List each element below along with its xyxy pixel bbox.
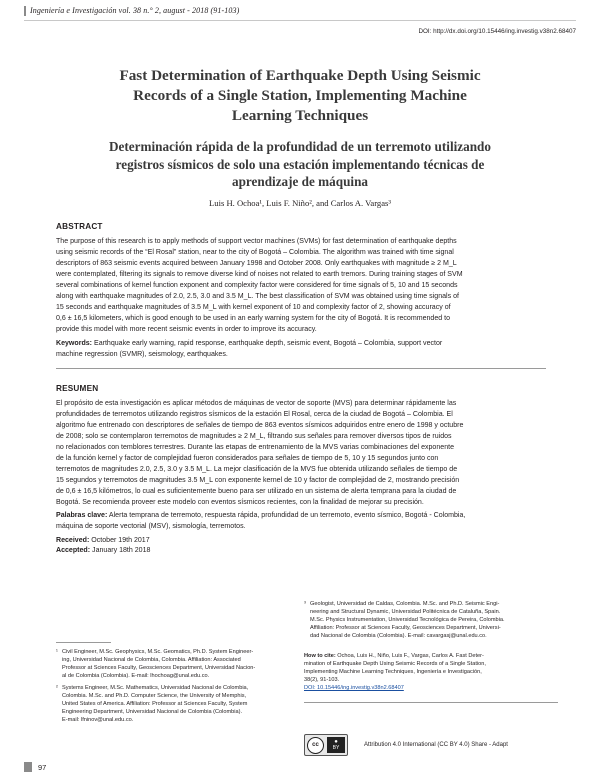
accepted-date: January 18th 2018	[92, 547, 151, 554]
resumen-line: algoritmo fue entrenado con descriptores de señales de tiempo de 863 eventos sísmicos adquiridos entre enero de 1998 y octubre	[56, 422, 464, 429]
accepted-line	[56, 546, 150, 557]
header-accent-bar	[24, 6, 26, 16]
header-rule	[24, 20, 576, 21]
title-spanish	[60, 138, 540, 191]
keywords-label: Keywords:	[56, 340, 93, 347]
abstract-line: descriptors of 863 seismic events acquired between January 1998 and October 2008. Only earthquakes with magnitude ≥ 2 M_L	[56, 260, 457, 267]
title-es-line: Determinación rápida de la profundidad de un terremoto utilizando	[109, 139, 491, 154]
footnote-line: Affiliation: Professor at Sciences Faculty, Geosciences Department, Universi-	[310, 625, 501, 631]
resumen-heading: RESUMEN	[56, 384, 99, 393]
palabras-clave-label: Palabras clave:	[56, 512, 108, 519]
resumen-line: profundidades de terremotos utilizando registros sísmicos de la estación El Rosal, cerca de la ciudad de Bogotá – Colombia. El	[56, 411, 453, 418]
title-en-line: Learning Techniques	[231, 107, 369, 124]
abstract-line: along with earthquake magnitudes of 2.0, 2.5, 3.0 and 3.5 M_L. The best classification of SVM was obtained using time signals of	[56, 293, 459, 300]
footnote-line: Professor at Sciences Faculty, Geosciences Department, Universidad Nacion-	[62, 665, 256, 671]
resumen-line: no relacionados con temblores terrestres. Durante las etapas de entrenamiento de la MVS varias combinaciones del exponente	[56, 444, 454, 451]
keywords-text: Earthquake early warning, rapid response, earthquake depth, seismic event, Bogotá – Colombia, support vector	[94, 340, 443, 347]
resumen-keywords	[56, 510, 546, 532]
license-text: Attribution 4.0 International (CC BY 4.0) Share - Adapt	[364, 742, 508, 748]
cite-rule	[304, 702, 558, 703]
title-es-line: aprendizaje de máquina	[231, 174, 369, 189]
received-date: October 19th 2017	[91, 537, 150, 544]
cc-icon: cc	[307, 737, 324, 754]
cite-line: Implementing Machine Learning Techniques, Ingeniería e Investigación,	[304, 669, 482, 675]
abstract-line: several combinations of kernel function exponent and complexity factor were considered for time signals of 5, 10 and 15 seconds	[56, 282, 458, 289]
footnote-line: E-mail: lfninov@unal.edu.co.	[62, 717, 134, 723]
title-en-line: Records of a Single Station, Implementing Machine	[133, 87, 467, 104]
footnote-line: neering and Structural Dynamic, Universidad Politécnica de Cataluña, Spain.	[310, 609, 501, 615]
abstract-body	[56, 236, 546, 335]
footnote-line: United States of America. Affiliation: Professor at Sciences Faculty, System	[62, 701, 248, 707]
footnote-3	[304, 600, 554, 640]
resumen-body	[56, 398, 546, 508]
footnote-line: Systems Engineer, M.Sc. Mathematics, Universidad Nacional de Colombia,	[62, 685, 249, 691]
section-divider	[56, 368, 546, 369]
footnote-2	[56, 684, 292, 724]
cite-line: 38(2), 91-103.	[304, 677, 340, 683]
footnote-rule	[56, 642, 111, 643]
footnote-line: ing, Universidad Nacional de Colombia, Colombia. Affiliation: Associated	[62, 657, 241, 663]
by-icon: ● BY	[327, 737, 345, 753]
footnote-line: Geologist, Universidad de Caldas, Colombia. M.Sc. and Ph.D. Seismic Engi-	[310, 601, 500, 607]
abstract-heading: ABSTRACT	[56, 222, 103, 231]
abstract-line: were contemplated, filtering its signals to remove diverse kind of noises not related to earth tremors. During training stages of SVM	[56, 271, 463, 278]
resumen-line: de 2008; solo se contemplaron terremotos de magnitudes ≥ 2 M_L, filtrando sus señales para remover diversos tipos de ruidos	[56, 433, 452, 440]
title-en-line: Fast Determination of Earthquake Depth Using Seismic	[119, 67, 481, 84]
resumen-line: terremotos de magnitudes 2.0, 2.5, 3.0 y 3.5 M_L. La mejor clasificación de la MVS fue obtenida utilizando señales de tiempo de	[56, 466, 458, 473]
cite-doi-link[interactable]: DOI: 10.15446/ing.investig.v38n2.68407	[304, 685, 404, 691]
resumen-line: El propósito de esta investigación es aplicar métodos de máquinas de vector de soporte (MVS) para determinar rápidamente las	[56, 400, 457, 407]
cc-license-badge[interactable]	[304, 734, 348, 756]
page-number: 97	[38, 763, 47, 772]
footnote-line: Civil Engineer, M.Sc. Geophysics, M.Sc. Geomatics, Ph.D. System Engineer-	[62, 649, 254, 655]
palabras-clave-text: máquina de soporte vectorial (MSV), sismología, terremotos.	[56, 523, 246, 530]
abstract-line: 0,6 ± 16,5 kilometers, which is good enough to be used in an early warning system for the city of Bogotá. It is recommended to	[56, 315, 451, 322]
received-label: Received:	[56, 537, 90, 544]
resumen-line: de 0,6 ± 16,5 kilómetros, lo cual es suficientemente bueno para ser utilizado en un sistema de alerta temprana para la ciudad de	[56, 488, 457, 495]
abstract-line: provide this model with more recent seismic events in order to improve its accuracy.	[56, 326, 317, 333]
footnote-line: al de Colombia (Colombia). E-mail: lhochoag@unal.edu.co.	[62, 673, 210, 679]
abstract-line: 15 seconds and earthquake magnitudes of 3.5 M_L with kernel exponent of 10 and complexity factor of 2, showing accuracy of	[56, 304, 451, 311]
footnote-line: Engineering Department, Universidad Nacional de Colombia (Colombia).	[62, 709, 243, 715]
keywords-text: machine regression (SVMR), seismology, earthquakes.	[56, 351, 228, 358]
resumen-line: 15 segundos y terremotos de magnitudes 3.5 M_L con exponente kernel de 10 y factor de complejidad de 2, mostrando precisión	[56, 477, 460, 484]
abstract-line: The purpose of this research is to apply methods of support vector machines (SVMs) for fast determination of earthquake depths	[56, 238, 457, 245]
page-marker	[24, 762, 32, 772]
how-to-cite	[304, 652, 558, 692]
resumen-line: de la función kernel y factor de complejidad fueron considerados para señales de tiempo de 5, 10 y 15 segundos junto con	[56, 455, 439, 462]
authors: Luis H. Ochoa¹, Luis F. Niño², and Carlos A. Vargas³	[209, 198, 391, 208]
footnote-line: dad Nacional de Colombia (Colombia). E-mail: cavargasj@unal.edu.co.	[310, 633, 487, 639]
footnote-1	[56, 648, 292, 680]
accepted-label: Accepted:	[56, 547, 91, 554]
footnote-mark: ³	[304, 601, 306, 607]
footnote-mark: ²	[56, 685, 58, 691]
title-english	[60, 66, 540, 126]
doi-link[interactable]: DOI: http://dx.doi.org/10.15446/ing.investig.v38n2.68407	[418, 28, 576, 35]
abstract-line: using seismic records of the “El Rosal” station, near to the city of Bogotá – Colombia. The algorithm was trained with time signal	[56, 249, 454, 256]
abstract-keywords	[56, 338, 546, 360]
cite-label: How to cite:	[304, 653, 336, 659]
by-label: BY	[332, 745, 340, 751]
footnote-line: Colombia. M.Sc. and Ph.D. Computer Science, the University of Memphis,	[62, 693, 247, 699]
journal-name: Ingeniería e Investigación vol. 38 n.° 2, august - 2018 (91-103)	[30, 6, 240, 15]
footnote-line: M.Sc. Physics Instrumentation, Universidad Tecnológica de Pereira, Colombia.	[310, 617, 505, 623]
title-es-line: registros sísmicos de solo una estación implementando técnicas de	[115, 156, 485, 172]
palabras-clave-text: Alerta temprana de terremoto, respuesta rápida, profundidad de un terremoto, evento sísmico, Bogotá - Colombia,	[108, 512, 466, 519]
cite-line: mination of Earthquake Depth Using Seismic Records of a Single Station,	[304, 661, 486, 667]
received-line	[56, 536, 150, 547]
resumen-line: Bogotá. Se recomienda proveer este modelo con eventos sísmicos recientes, con la finalidad de mejorar su precisión.	[56, 499, 424, 506]
footnote-mark: ¹	[56, 649, 58, 655]
cite-line: Ochoa, Luis H., Niño, Luis F., Vargas, Carlos A. Fast Deter-	[337, 653, 484, 659]
